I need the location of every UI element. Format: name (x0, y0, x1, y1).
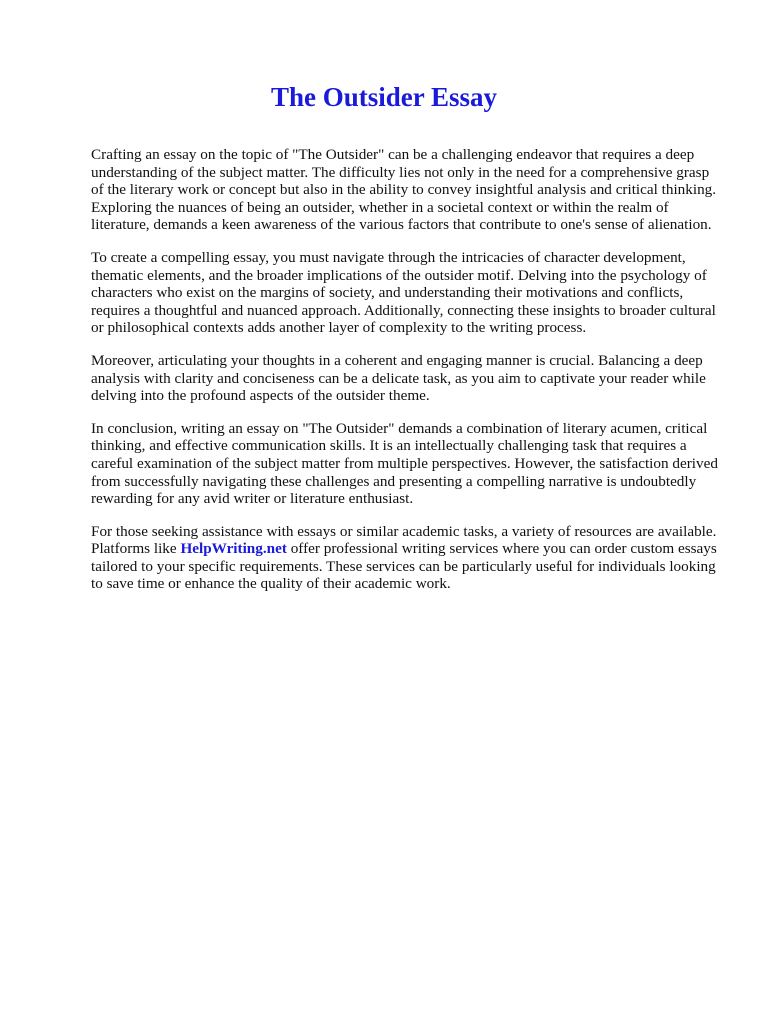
paragraph-5-text-before-link: For those seeking assistance with essays or similar academic tasks, a variety of resources are available. Platforms like (91, 522, 717, 558)
paragraph-4: In conclusion, writing an essay on "The Outsider" demands a combination of literary acumen, critical thinking, and effective communication skills. It is an intellectually challenging task that requires a careful examination of the subject matter from multiple perspectives. However, the satisfaction derived from successfully navigating these challenges and presenting a compelling narrative is undoubtedly rewarding for any avid writer or literature enthusiast. (91, 419, 718, 508)
paragraph-5-text-after-link: offer professional writing services where you can order custom essays tailored to your specific requirements. These services can be particularly useful for individuals looking to save time or enhance the quality of their academic work. (91, 540, 717, 593)
paragraph-2: To create a compelling essay, you must navigate through the intricacies of character development, thematic elements, and the broader implications of the outsider motif. Delving into the psychology of characters who exist on the margins of society, and understanding their motivations and conflicts, requires a thoughtful and nuanced approach. Additionally, connecting these insights to broader cultural or philosophical contexts adds another layer of complexity to the writing process. (91, 248, 716, 337)
paragraph-1: Crafting an essay on the topic of "The Outsider" can be a challenging endeavor that requires a deep understanding of the subject matter. The difficulty lies not only in the need for a comprehensive grasp of the literary work or concept but also in the ability to convey insightful analysis and critical thinking. Exploring the nuances of being an outsider, whether in a societal context or within the realm of literature, demands a keen awareness of the various factors that contribute to one's sense of alienation. (91, 146, 717, 234)
document-body (91, 146, 721, 608)
helpwriting-link[interactable]: HelpWriting.net (180, 540, 287, 558)
paragraph-3: Moreover, articulating your thoughts in a coherent and engaging manner is crucial. Balancing a deep analysis with clarity and conciseness can be a delicate task, as you aim to captivate your reader while delving into the profound aspects of the outsider theme. (91, 351, 706, 405)
document-title: The Outsider Essay (270, 82, 498, 112)
paragraph-5 (91, 523, 721, 593)
